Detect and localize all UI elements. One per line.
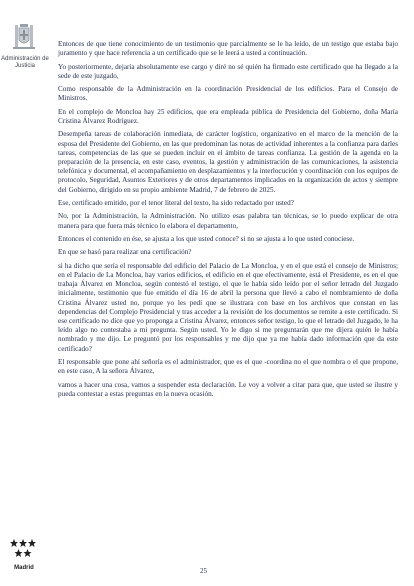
sidebar [0,0,52,586]
document-body [58,40,398,403]
paragraph: En que se basó para realizar una certificación? [58,248,192,257]
paragraph: Desempeña tareas de colaboración inmediata, de carácter logístico, organizativo en el marco de la mención de la esposa del Presidente del Gobierno, en las que predominan las notas de actividad inherentes a la confianza para darles tareas, competencias de las que se pueden incluir en el ámbito de tareas confianza. La gestión de la agenda en la preparación de la presencia, en este caso, eventos, la gestión y administración de las comunicaciones, la asistencia telefónica y documental, el acompañamiento en desplazamientos y la interlocución y coordinación con los equipos de protocolo, Seguridad, Asuntos Exteriores y de otros departamentos implicados en la organización de actos y siempre del Gobierno, dirigido en su propio ambiente Madrid, 7 de febrero de 2025. [58,130,398,194]
paragraph: El responsable que pone ahí señoría es el administrador, que es el que -coordina no el que nombra o el que propone, en este caso, A la señora Álvarez, [58,357,398,376]
paragraph: No, por la Administración, la Administración. No utilizo esas palabra tan técnicas, se lo puedo explicar de otra manera para que fuera más técnico lo elabora el departamento, [58,212,398,230]
page-number: 25 [200,567,207,575]
institution-label: Administración de Justicia [1,56,49,69]
paragraph: Entonces el contenido en ése, se ajusta a los que usted conoce? si no se ajusta a lo que usted conociese. [58,234,355,243]
paragraph: En el complejo de Moncloa hay 25 edificios, que era empleada pública de Presidencia del Gobierno, doña María Cristina Álvarez Rodríguez. [58,107,398,125]
madrid-label: Madrid [14,565,34,571]
paragraph: Yo posteriormente, dejaría absolutamente ese cargo y diré no sé quién ha firmado este certificado que ha llegado a la sede de este juzgado, [58,62,398,80]
spain-coat-of-arms-icon [10,22,38,52]
comunidad-de-madrid-logo-icon [10,535,36,561]
paragraph: Entonces de que tiene conocimiento de un testimonio que parcialmente se le ha leído, de un testigo que estaba bajo juramento y que hace referencia a un certificado que se le leerá a usted a continuación. [58,40,398,58]
paragraph: Ese, certificado emitido, por el tenor literal del texto, ha sido redactado por usted? [58,198,294,207]
paragraph: vamos a hacer una cosa, vamos a suspender esta declaración. Le voy a volver a citar para que, que usted se ilustre y pueda contestar a estas preguntas en la nueva ocasión. [58,380,398,398]
paragraph: si ha dicho que sería el responsable del edificio del Palacio de La Moncloa, y en el que está el consejo de Ministros; en el Palacio de La Moncloa, hay varios edificios, el edificio en el que efectivamente, está el Presidente, es en el que trabaja Álvarez en Moncloa, según contestó el testigo, el que le había sido leído por el señor letrado del Juzgado inicialmente, testimonio que fue emitido el día 16 de abril la persona que llevó a cabo el nombramiento de doña Cristina Álvarez usted no, porque yo les pedí que se ilustrara con base en los archivos que constan en las dependencias del Complejo Presidencial y tras acceder a la revisión de los documentos se remite a este certificado. Si ese certificado no dice que yo proponga a Cristina Álvarez, entonces señor testigo, lo que el letrado del Juzgado, le ha leído algo no contestaba a mi pregunta. Según usted. Yo le digo si me preguntarán que me dijera quién le había nombrado y me dijo. Le preguntó por los responsables y me dijo que ya me había dado información que da este certificado? [58,261,398,353]
paragraph: Como responsable de la Administración en la coordinación Presidencial de los edificios. Para el Consejo de Ministros. [58,85,398,103]
